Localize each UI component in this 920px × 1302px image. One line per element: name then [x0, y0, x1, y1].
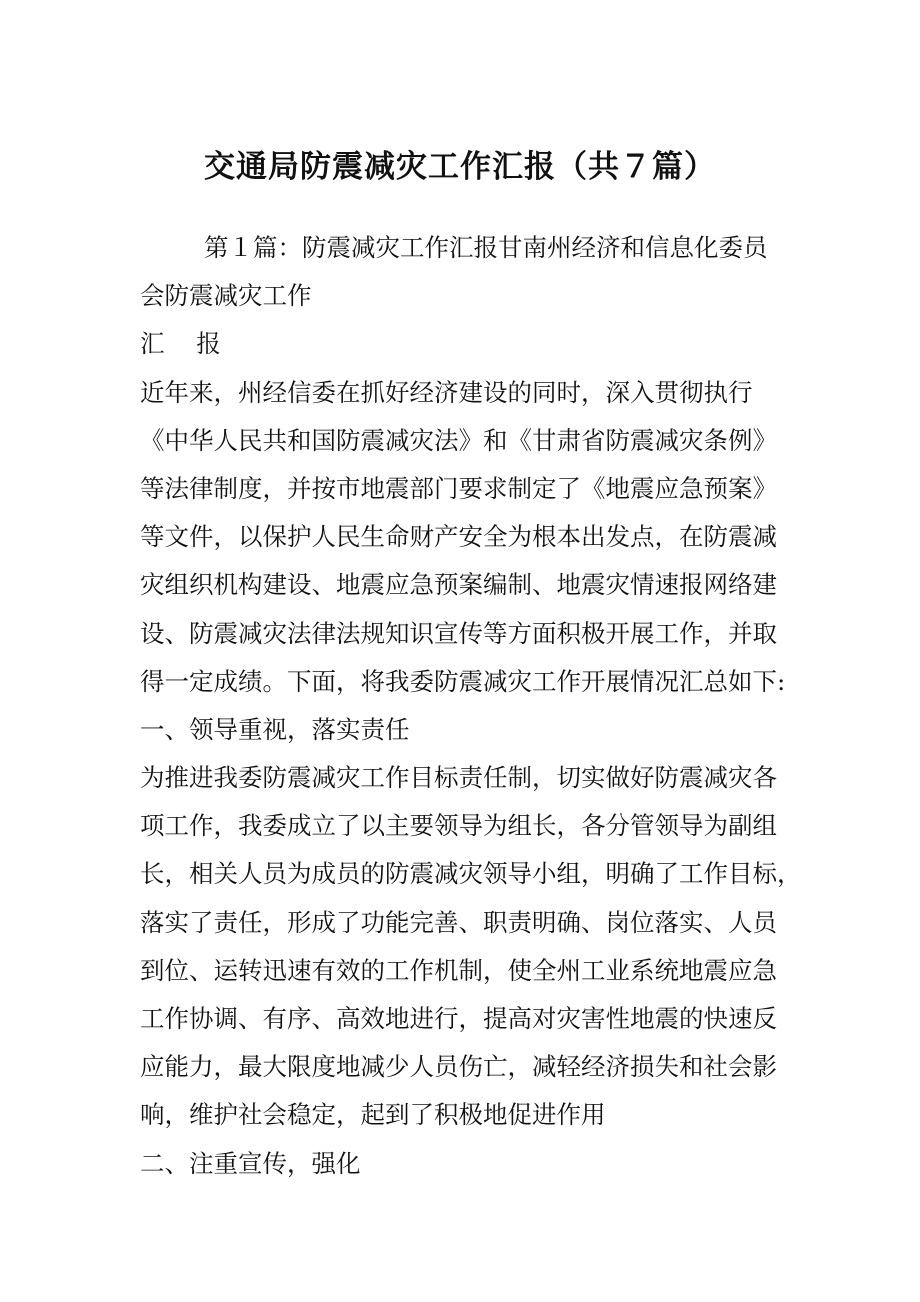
document-title: 交通局防震减灾工作汇报（共７篇）	[204, 149, 716, 185]
paragraph-line: 到位、运转迅速有效的工作机制，使全州工业系统地震应急	[140, 955, 777, 985]
paragraph-line: 会防震减灾工作	[140, 281, 312, 311]
paragraph-line: 项工作，我委成立了以主要领导为组长，各分管领导为副组	[140, 811, 777, 841]
document-body	[140, 224, 802, 1188]
paragraph-line: 长，相关人员为成员的防震减灾领导小组，明确了工作目标，	[140, 859, 802, 889]
paragraph-line: 响，维护社会稳定，起到了积极地促进作用	[140, 1100, 606, 1130]
paragraph-line: 落实了责任，形成了功能完善、职责明确、岗位落实、人员	[140, 907, 777, 937]
section-heading: 二、注重宣传，强化	[140, 1148, 361, 1178]
paragraph-line: 近年来，州经信委在抓好经济建设的同时，深入贯彻执行	[140, 377, 753, 407]
paragraph-line: 设、防震减灾法律法规知识宣传等方面积极开展工作，并取	[140, 618, 777, 648]
paragraph-line: 等文件，以保护人民生命财产安全为根本出发点，在防震减	[140, 522, 777, 552]
paragraph-line: 为推进我委防震减灾工作目标责任制，切实做好防震减灾各	[140, 763, 777, 793]
section-heading: 汇 报	[140, 329, 233, 359]
paragraph-line: 《中华人民共和国防震减灾法》和《甘肃省防震减灾条例》	[140, 425, 777, 455]
paragraph-line: 应能力，最大限度地减少人员伤亡，减轻经济损失和社会影	[140, 1052, 777, 1082]
paragraph-line: 灾组织机构建设、地震应急预案编制、地震灾情速报网络建	[140, 570, 777, 600]
paragraph-line: 第１篇：防震减灾工作汇报甘南州经济和信息化委员	[204, 233, 768, 262]
section-heading: 一、领导重视，落实责任	[140, 714, 410, 744]
paragraph-line: 得一定成绩。下面，将我委防震减灾工作开展情况汇总如下:	[140, 666, 786, 696]
paragraph-line: 工作协调、有序、高效地进行，提高对灾害性地震的快速反	[140, 1004, 777, 1033]
paragraph-line: 等法律制度，并按市地震部门要求制定了《地震应急预案》	[140, 473, 777, 503]
